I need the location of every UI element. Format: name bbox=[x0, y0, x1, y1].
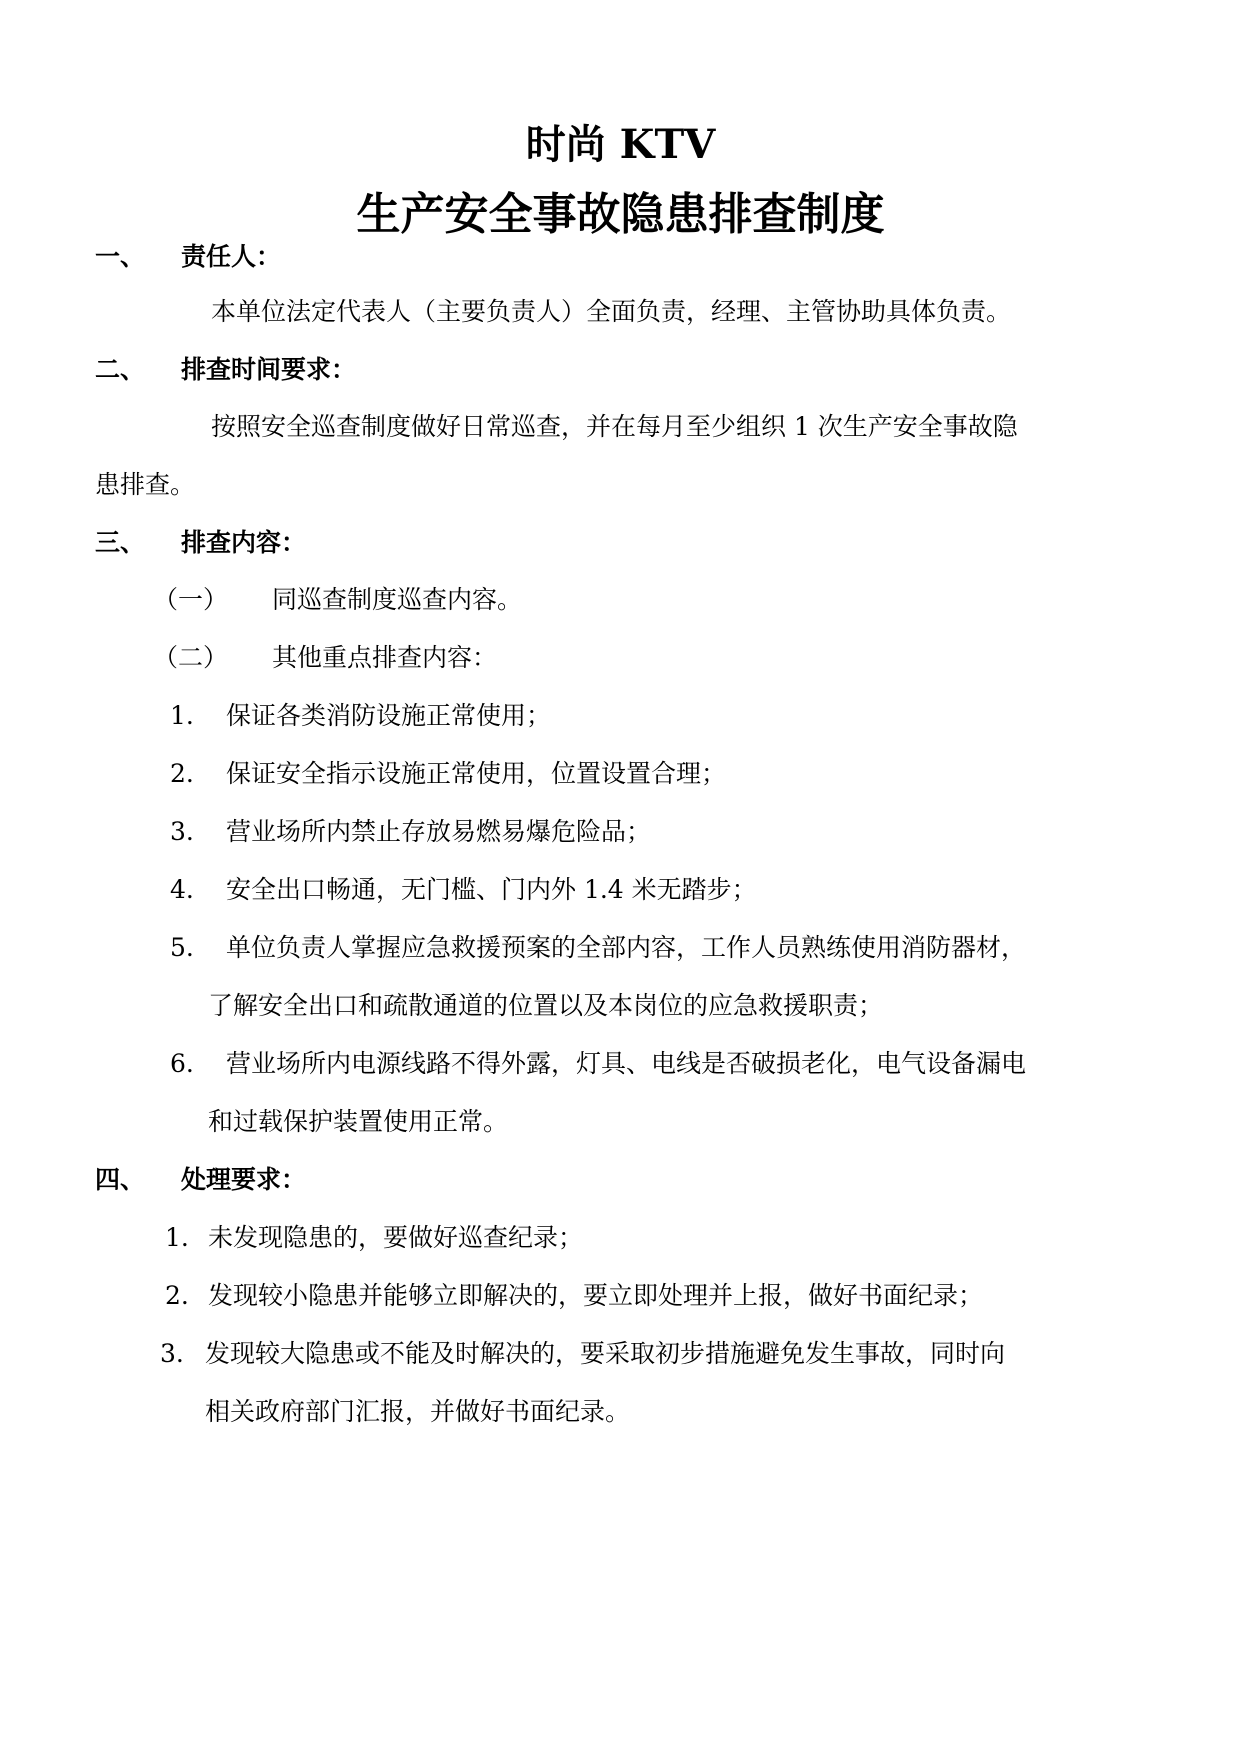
section3-sub1-text: 同巡查制度巡查内容。 bbox=[272, 585, 523, 614]
section4-item1-number: 1. bbox=[165, 1223, 189, 1252]
section3-sub1-number: （一） bbox=[153, 585, 229, 614]
section4-item3-text-line1: 发现较大隐患或不能及时解决的，要采取初步措施避免发生事故，同时向 bbox=[205, 1339, 1006, 1368]
section1-number: 一、 bbox=[95, 242, 146, 271]
section4-item2-number: 2. bbox=[165, 1281, 189, 1310]
section3-heading: 排查内容： bbox=[181, 528, 307, 557]
section4-item1-text: 未发现隐患的，要做好巡查纪录； bbox=[208, 1223, 584, 1252]
section3-item1-text: 保证各类消防设施正常使用； bbox=[226, 701, 552, 730]
section2-heading: 排查时间要求： bbox=[181, 355, 357, 384]
section4-item2-text: 发现较小隐患并能够立即解决的，要立即处理并上报，做好书面纪录； bbox=[208, 1281, 984, 1310]
section3-sub2-number: （二） bbox=[153, 643, 229, 672]
section3-item5-text-line1: 单位负责人掌握应急救援预案的全部内容，工作人员熟练使用消防器材， bbox=[226, 933, 1027, 962]
section3-item3-number: 3. bbox=[170, 817, 194, 846]
section4-item3-text-line2: 相关政府部门汇报，并做好书面纪录。 bbox=[205, 1397, 631, 1426]
section3-item6-text-line1: 营业场所内电源线路不得外露，灯具、电线是否破损老化，电气设备漏电 bbox=[226, 1049, 1027, 1078]
section1-paragraph: 本单位法定代表人（主要负责人）全面负责，经理、主管协助具体负责。 bbox=[211, 297, 1012, 326]
section2-number: 二、 bbox=[95, 355, 146, 384]
section4-number: 四、 bbox=[95, 1165, 146, 1194]
section3-item2-number: 2. bbox=[170, 759, 194, 788]
section3-item5-number: 5. bbox=[170, 933, 194, 962]
section3-sub2-text: 其他重点排查内容： bbox=[272, 643, 498, 672]
section3-item6-text-line2: 和过载保护装置使用正常。 bbox=[208, 1107, 509, 1136]
section3-item1-number: 1. bbox=[170, 701, 194, 730]
section3-item4-text: 安全出口畅通，无门槛、门内外 1.4 米无踏步； bbox=[226, 875, 757, 904]
section4-heading: 处理要求： bbox=[181, 1165, 307, 1194]
section4-item3-number: 3. bbox=[160, 1339, 184, 1368]
document-title-line2: 生产安全事故隐患排查制度 bbox=[356, 189, 885, 240]
section3-item3-text: 营业场所内禁止存放易燃易爆危险品； bbox=[226, 817, 652, 846]
section2-paragraph-line1: 按照安全巡查制度做好日常巡查，并在每月至少组织 1 次生产安全事故隐 bbox=[211, 412, 1018, 441]
section3-item4-number: 4. bbox=[170, 875, 194, 904]
section3-item6-number: 6. bbox=[170, 1049, 194, 1078]
document-title-line1: 时尚 KTV bbox=[525, 121, 716, 168]
section1-heading: 责任人： bbox=[181, 242, 282, 271]
section3-number: 三、 bbox=[95, 528, 146, 557]
section3-item2-text: 保证安全指示设施正常使用，位置设置合理； bbox=[226, 759, 727, 788]
section2-paragraph-line2: 患排查。 bbox=[95, 470, 196, 499]
section3-item5-text-line2: 了解安全出口和疏散通道的位置以及本岗位的应急救援职责； bbox=[208, 991, 884, 1020]
